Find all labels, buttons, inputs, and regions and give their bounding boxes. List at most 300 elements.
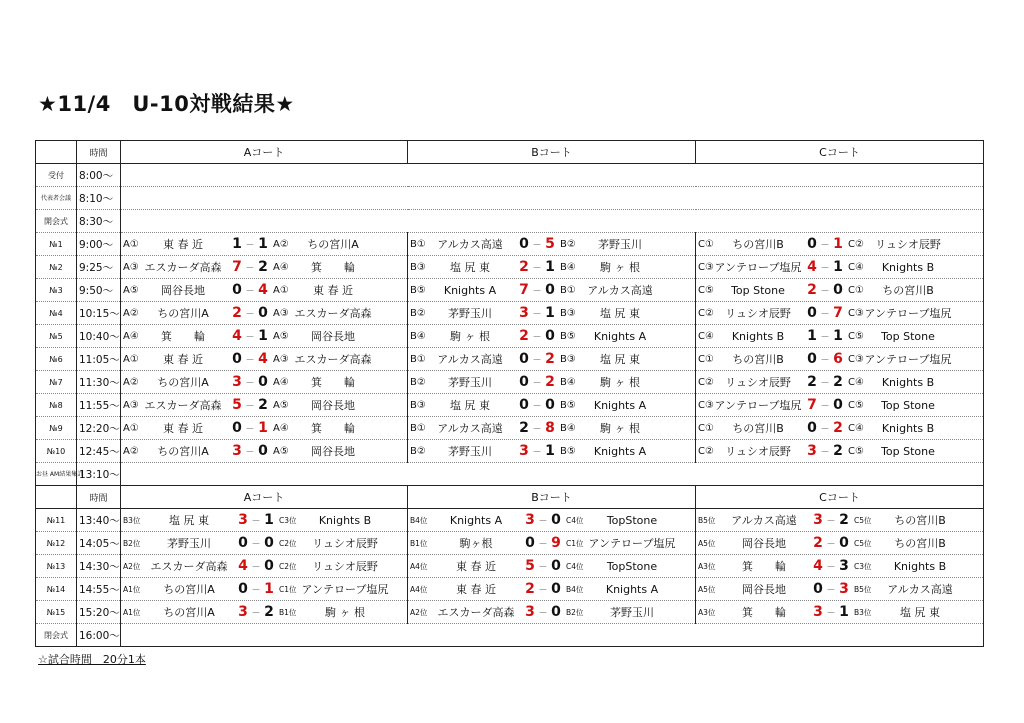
team1-score: 3 xyxy=(807,443,817,459)
team2-code: B⑤ xyxy=(560,330,576,342)
team2-name: Top Stone xyxy=(881,398,935,412)
team1-score: 0 xyxy=(238,535,248,551)
team2-score: 0 xyxy=(551,558,561,574)
match-line xyxy=(408,279,695,301)
match-time: 9:25～ xyxy=(77,256,121,279)
team2-code: A④ xyxy=(273,422,289,434)
court-header: Bコート xyxy=(408,141,696,164)
team1-name: エスカーダ高森 xyxy=(150,560,228,573)
team1-score: 3 xyxy=(813,604,823,620)
team1-score: 4 xyxy=(813,558,823,574)
team1-code: B② xyxy=(410,445,426,457)
match-line xyxy=(121,279,407,301)
team2-name: Knights A xyxy=(593,329,647,343)
empty-court-cell xyxy=(121,187,984,210)
team2-code: C4位 xyxy=(566,515,584,525)
team2-score: 0 xyxy=(258,305,268,321)
row-time: 8:30～ xyxy=(77,210,121,233)
team1-name: リュシオ辰野 xyxy=(725,445,791,458)
team1-score: 4 xyxy=(232,328,242,344)
score-dash: － xyxy=(820,424,830,435)
match-line xyxy=(696,417,983,439)
court-match-cell xyxy=(408,509,696,532)
court-match-cell xyxy=(408,279,696,302)
court-match-cell xyxy=(408,417,696,440)
schedule-row xyxy=(36,164,984,187)
score-dash: － xyxy=(245,286,255,297)
match-row xyxy=(36,440,984,463)
match-line xyxy=(696,325,983,347)
court-match-cell xyxy=(121,325,408,348)
team2-code: A⑤ xyxy=(273,445,289,457)
match-number: №2 xyxy=(36,256,77,279)
match-line xyxy=(121,440,407,462)
court-match-cell xyxy=(121,233,408,256)
match-row xyxy=(36,509,984,532)
team2-code: C1位 xyxy=(279,584,297,594)
team1-code: C⑤ xyxy=(698,284,714,296)
team2-code: A⑤ xyxy=(273,330,289,342)
match-line xyxy=(696,555,983,577)
team2-name: 駒 ヶ 根 xyxy=(600,376,640,389)
court-header: Aコート xyxy=(121,141,408,164)
team2-score: 2 xyxy=(833,420,843,436)
court-match-cell xyxy=(121,371,408,394)
match-number: №15 xyxy=(36,601,77,624)
team2-name: アルカス高遠 xyxy=(587,284,653,297)
match-number: №5 xyxy=(36,325,77,348)
match-row xyxy=(36,348,984,371)
court-match-cell xyxy=(696,532,984,555)
team1-name: 茅野玉川 xyxy=(448,376,492,389)
court-header: Cコート xyxy=(696,486,984,509)
team1-name: 東 春 近 xyxy=(456,560,496,573)
match-number: №3 xyxy=(36,279,77,302)
court-match-cell xyxy=(696,256,984,279)
court-header: Aコート xyxy=(121,486,408,509)
score-dash: － xyxy=(245,447,255,458)
team2-name: Knights B xyxy=(881,260,935,274)
match-line xyxy=(696,348,983,370)
team2-score: 8 xyxy=(545,420,555,436)
match-row xyxy=(36,578,984,601)
score-dash: － xyxy=(532,263,542,274)
score-dash: － xyxy=(538,562,548,573)
team2-code: C4位 xyxy=(566,561,584,571)
court-match-cell xyxy=(121,302,408,325)
team2-code: A① xyxy=(273,284,289,296)
match-number: №1 xyxy=(36,233,77,256)
row-label: 受付 xyxy=(36,164,77,187)
team2-name: 箕 輪 xyxy=(311,376,355,389)
match-line xyxy=(121,417,407,439)
match-number: №13 xyxy=(36,555,77,578)
match-time: 14:55～ xyxy=(77,578,121,601)
team2-code: C⑤ xyxy=(848,399,864,411)
team1-score: 0 xyxy=(807,420,817,436)
team1-code: A5位 xyxy=(698,584,716,594)
court-header: Cコート xyxy=(696,141,984,164)
team1-name: 駒 ヶ 根 xyxy=(450,330,490,343)
score-dash: － xyxy=(820,286,830,297)
team1-score: 3 xyxy=(232,374,242,390)
match-row xyxy=(36,532,984,555)
team1-code: A② xyxy=(123,307,139,319)
team1-code: A② xyxy=(123,376,139,388)
team1-name: 茅野玉川 xyxy=(448,307,492,320)
team2-score: 3 xyxy=(839,581,849,597)
match-time: 14:05～ xyxy=(77,532,121,555)
team2-name: アンテローブ塩尻 xyxy=(864,307,952,320)
match-number: №7 xyxy=(36,371,77,394)
team1-score: 1 xyxy=(807,328,817,344)
team2-code: B③ xyxy=(560,353,576,365)
team2-score: 0 xyxy=(551,604,561,620)
court-match-cell xyxy=(696,555,984,578)
team2-name: Top Stone xyxy=(881,329,935,343)
match-time: 9:00～ xyxy=(77,233,121,256)
header-time-label: 時間 xyxy=(77,141,121,164)
team1-name: ちの宮川A xyxy=(157,445,209,458)
match-line xyxy=(696,394,983,416)
match-line xyxy=(696,371,983,393)
court-match-cell xyxy=(121,394,408,417)
court-match-cell xyxy=(696,509,984,532)
team2-score: 1 xyxy=(264,512,274,528)
team1-score: 2 xyxy=(525,581,535,597)
court-match-cell xyxy=(408,578,696,601)
team2-score: 2 xyxy=(833,443,843,459)
page-title: ★11/4 U-10対戦結果★ xyxy=(38,92,295,116)
team2-score: 0 xyxy=(833,397,843,413)
team1-name: エスカーダ高森 xyxy=(144,261,222,274)
team1-name: ちの宮川A xyxy=(157,376,209,389)
team1-code: A③ xyxy=(123,261,139,273)
team1-score: 5 xyxy=(525,558,535,574)
schedule-row xyxy=(36,187,984,210)
team2-score: 1 xyxy=(839,604,849,620)
court-match-cell xyxy=(408,555,696,578)
row-time: 13:10～ xyxy=(77,463,121,486)
team2-name: Knights B xyxy=(318,513,372,527)
court-match-cell xyxy=(121,279,408,302)
team2-code: A④ xyxy=(273,261,289,273)
team2-name: TopStone xyxy=(606,513,658,527)
match-line xyxy=(696,256,983,278)
team2-score: 0 xyxy=(545,397,555,413)
row-label: 閉会式 xyxy=(36,624,77,647)
team1-code: A② xyxy=(123,445,139,457)
team2-name: 駒 ヶ 根 xyxy=(600,261,640,274)
team1-score: 2 xyxy=(807,374,817,390)
court-match-cell xyxy=(696,279,984,302)
match-line xyxy=(408,578,695,600)
team2-code: B⑤ xyxy=(560,445,576,457)
score-dash: － xyxy=(820,378,830,389)
team2-code: C⑤ xyxy=(848,445,864,457)
team1-name: 塩 尻 東 xyxy=(450,399,490,412)
court-match-cell xyxy=(696,302,984,325)
team1-score: 3 xyxy=(238,604,248,620)
team1-score: 2 xyxy=(519,420,529,436)
score-dash: － xyxy=(538,585,548,596)
team2-code: B① xyxy=(560,284,576,296)
match-number: №6 xyxy=(36,348,77,371)
team2-code: A⑤ xyxy=(273,399,289,411)
row-time: 16:00～ xyxy=(77,624,121,647)
team1-code: A④ xyxy=(123,330,139,342)
court-match-cell xyxy=(121,256,408,279)
court-match-cell xyxy=(696,348,984,371)
team1-name: 箕 輪 xyxy=(161,330,205,343)
team2-code: C① xyxy=(848,284,864,296)
team2-score: 0 xyxy=(833,282,843,298)
match-line xyxy=(408,417,695,439)
team1-name: 駒ヶ根 xyxy=(459,537,493,550)
team2-code: B5位 xyxy=(854,584,872,594)
match-row xyxy=(36,279,984,302)
court-match-cell xyxy=(696,394,984,417)
team2-score: 1 xyxy=(258,236,268,252)
team2-score: 1 xyxy=(545,259,555,275)
match-number: №12 xyxy=(36,532,77,555)
team2-name: TopStone xyxy=(606,559,658,573)
court-match-cell xyxy=(696,233,984,256)
court-match-cell xyxy=(696,417,984,440)
court-match-cell xyxy=(408,256,696,279)
match-line xyxy=(121,532,407,554)
match-line xyxy=(121,555,407,577)
team2-score: 2 xyxy=(258,397,268,413)
team2-name: 茅野玉川 xyxy=(598,238,642,251)
team1-score: 0 xyxy=(232,282,242,298)
match-time: 13:40～ xyxy=(77,509,121,532)
team1-code: C② xyxy=(698,445,714,457)
score-dash: － xyxy=(245,263,255,274)
match-line xyxy=(121,256,407,278)
team2-score: 1 xyxy=(545,305,555,321)
score-dash: － xyxy=(245,401,255,412)
team2-name: 岡谷長地 xyxy=(311,330,355,343)
team2-name: Knights B xyxy=(893,559,947,573)
court-match-cell xyxy=(121,555,408,578)
team1-score: 0 xyxy=(232,420,242,436)
team1-name: 岡谷長地 xyxy=(742,583,786,596)
team2-code: C5位 xyxy=(854,538,872,548)
match-line xyxy=(121,509,407,531)
team2-code: B3位 xyxy=(854,607,872,617)
score-dash: － xyxy=(820,309,830,320)
team2-code: B4位 xyxy=(566,584,584,594)
team1-name: ちの宮川B xyxy=(732,422,784,435)
team2-name: 塩 尻 東 xyxy=(600,353,640,366)
team1-score: 0 xyxy=(238,581,248,597)
team2-score: 3 xyxy=(839,558,849,574)
match-time: 11:30～ xyxy=(77,371,121,394)
court-match-cell xyxy=(408,532,696,555)
team1-name: 茅野玉川 xyxy=(448,445,492,458)
score-dash: － xyxy=(820,355,830,366)
match-row xyxy=(36,302,984,325)
team1-name: エスカーダ高森 xyxy=(437,606,515,619)
team2-score: 0 xyxy=(545,282,555,298)
score-dash: － xyxy=(538,516,548,527)
team2-code: C2位 xyxy=(279,561,297,571)
match-line xyxy=(696,279,983,301)
team2-name: アンテローブ塩尻 xyxy=(301,583,389,596)
score-dash: － xyxy=(251,585,261,596)
score-dash: － xyxy=(245,332,255,343)
team1-score: 3 xyxy=(519,305,529,321)
court-match-cell xyxy=(408,348,696,371)
match-row xyxy=(36,555,984,578)
team2-name: アルカス高遠 xyxy=(887,583,953,596)
team1-code: C① xyxy=(698,422,714,434)
team1-code: A5位 xyxy=(698,538,716,548)
team1-code: A① xyxy=(123,422,139,434)
team2-score: 4 xyxy=(258,282,268,298)
team1-name: 岡谷長地 xyxy=(161,284,205,297)
team2-name: エスカーダ高森 xyxy=(294,307,372,320)
match-time: 14:30～ xyxy=(77,555,121,578)
team2-name: Knights B xyxy=(881,375,935,389)
team1-score: 3 xyxy=(232,443,242,459)
team2-score: 1 xyxy=(545,443,555,459)
team1-score: 4 xyxy=(807,259,817,275)
team1-score: 3 xyxy=(238,512,248,528)
score-dash: － xyxy=(245,378,255,389)
match-number: №14 xyxy=(36,578,77,601)
team2-code: C3位 xyxy=(279,515,297,525)
team1-name: アルカス高遠 xyxy=(437,422,503,435)
team1-code: B4位 xyxy=(410,515,428,525)
team1-name: 箕 輪 xyxy=(742,560,786,573)
team1-score: 0 xyxy=(525,535,535,551)
team1-code: C① xyxy=(698,353,714,365)
team2-score: 0 xyxy=(551,512,561,528)
team1-score: 3 xyxy=(525,604,535,620)
team2-score: 4 xyxy=(258,351,268,367)
match-line xyxy=(696,532,983,554)
match-row xyxy=(36,233,984,256)
score-dash: － xyxy=(251,516,261,527)
team1-code: A1位 xyxy=(123,607,141,617)
team1-name: リュシオ辰野 xyxy=(725,376,791,389)
match-time: 9:50～ xyxy=(77,279,121,302)
score-dash: － xyxy=(826,585,836,596)
team1-score: 2 xyxy=(519,328,529,344)
header-time-label: 時間 xyxy=(77,486,121,509)
team2-code: C② xyxy=(848,238,864,250)
schedule-table xyxy=(35,140,984,647)
team2-score: 2 xyxy=(833,374,843,390)
team2-code: C④ xyxy=(848,261,864,273)
match-line xyxy=(408,256,695,278)
team1-name: リュシオ辰野 xyxy=(725,307,791,320)
team2-code: C5位 xyxy=(854,515,872,525)
team1-name: 箕 輪 xyxy=(742,606,786,619)
team1-name: アンテローブ塩尻 xyxy=(714,261,802,274)
team2-code: B2位 xyxy=(566,607,584,617)
team1-code: B② xyxy=(410,376,426,388)
team1-code: C① xyxy=(698,238,714,250)
team2-score: 7 xyxy=(833,305,843,321)
team1-code: B① xyxy=(410,353,426,365)
score-dash: － xyxy=(820,401,830,412)
score-dash: － xyxy=(532,424,542,435)
team1-score: 7 xyxy=(519,282,529,298)
match-number: №4 xyxy=(36,302,77,325)
team2-code: B1位 xyxy=(279,607,297,617)
team1-score: 3 xyxy=(519,443,529,459)
court-header-row xyxy=(36,141,984,164)
team2-code: C④ xyxy=(848,376,864,388)
team2-score: 0 xyxy=(545,328,555,344)
match-row xyxy=(36,417,984,440)
team1-code: B5位 xyxy=(698,515,716,525)
team1-score: 3 xyxy=(525,512,535,528)
match-line xyxy=(121,233,407,255)
match-line xyxy=(408,371,695,393)
team1-name: 塩 尻 東 xyxy=(450,261,490,274)
team1-name: 塩 尻 東 xyxy=(169,514,209,527)
team1-score: 2 xyxy=(807,282,817,298)
team2-score: 6 xyxy=(833,351,843,367)
team2-code: A③ xyxy=(273,353,289,365)
team1-code: C③ xyxy=(698,261,714,273)
team1-name: 東 春 近 xyxy=(163,238,203,251)
court-match-cell xyxy=(696,325,984,348)
team1-code: B2位 xyxy=(123,538,141,548)
team1-code: A1位 xyxy=(123,584,141,594)
match-line xyxy=(408,532,695,554)
team1-code: A① xyxy=(123,353,139,365)
team1-name: 岡谷長地 xyxy=(742,537,786,550)
team2-code: C④ xyxy=(848,422,864,434)
team1-code: B① xyxy=(410,238,426,250)
match-number: №10 xyxy=(36,440,77,463)
team1-name: Knights A xyxy=(449,513,503,527)
team2-name: ちの宮川B xyxy=(894,537,946,550)
team1-code: A3位 xyxy=(698,607,716,617)
team1-code: B③ xyxy=(410,399,426,411)
team2-score: 0 xyxy=(839,535,849,551)
team1-name: 東 春 近 xyxy=(163,422,203,435)
team1-name: アンテローブ塩尻 xyxy=(714,399,802,412)
match-line xyxy=(121,325,407,347)
empty-court-cell xyxy=(121,210,984,233)
team2-name: 箕 輪 xyxy=(311,422,355,435)
team2-name: 塩 尻 東 xyxy=(900,606,940,619)
team2-code: C③ xyxy=(848,353,864,365)
match-line xyxy=(696,509,983,531)
header-blank-cell xyxy=(36,486,77,509)
team1-score: 0 xyxy=(807,305,817,321)
team2-score: 1 xyxy=(258,420,268,436)
team1-code: B① xyxy=(410,422,426,434)
team1-code: A⑤ xyxy=(123,284,139,296)
schedule-row xyxy=(36,210,984,233)
team2-score: 1 xyxy=(264,581,274,597)
team2-code: A③ xyxy=(273,307,289,319)
team1-name: ちの宮川B xyxy=(732,238,784,251)
match-time: 15:20～ xyxy=(77,601,121,624)
team2-code: B⑤ xyxy=(560,399,576,411)
match-line xyxy=(121,394,407,416)
score-dash: － xyxy=(245,309,255,320)
court-match-cell xyxy=(408,371,696,394)
team2-code: C3位 xyxy=(854,561,872,571)
